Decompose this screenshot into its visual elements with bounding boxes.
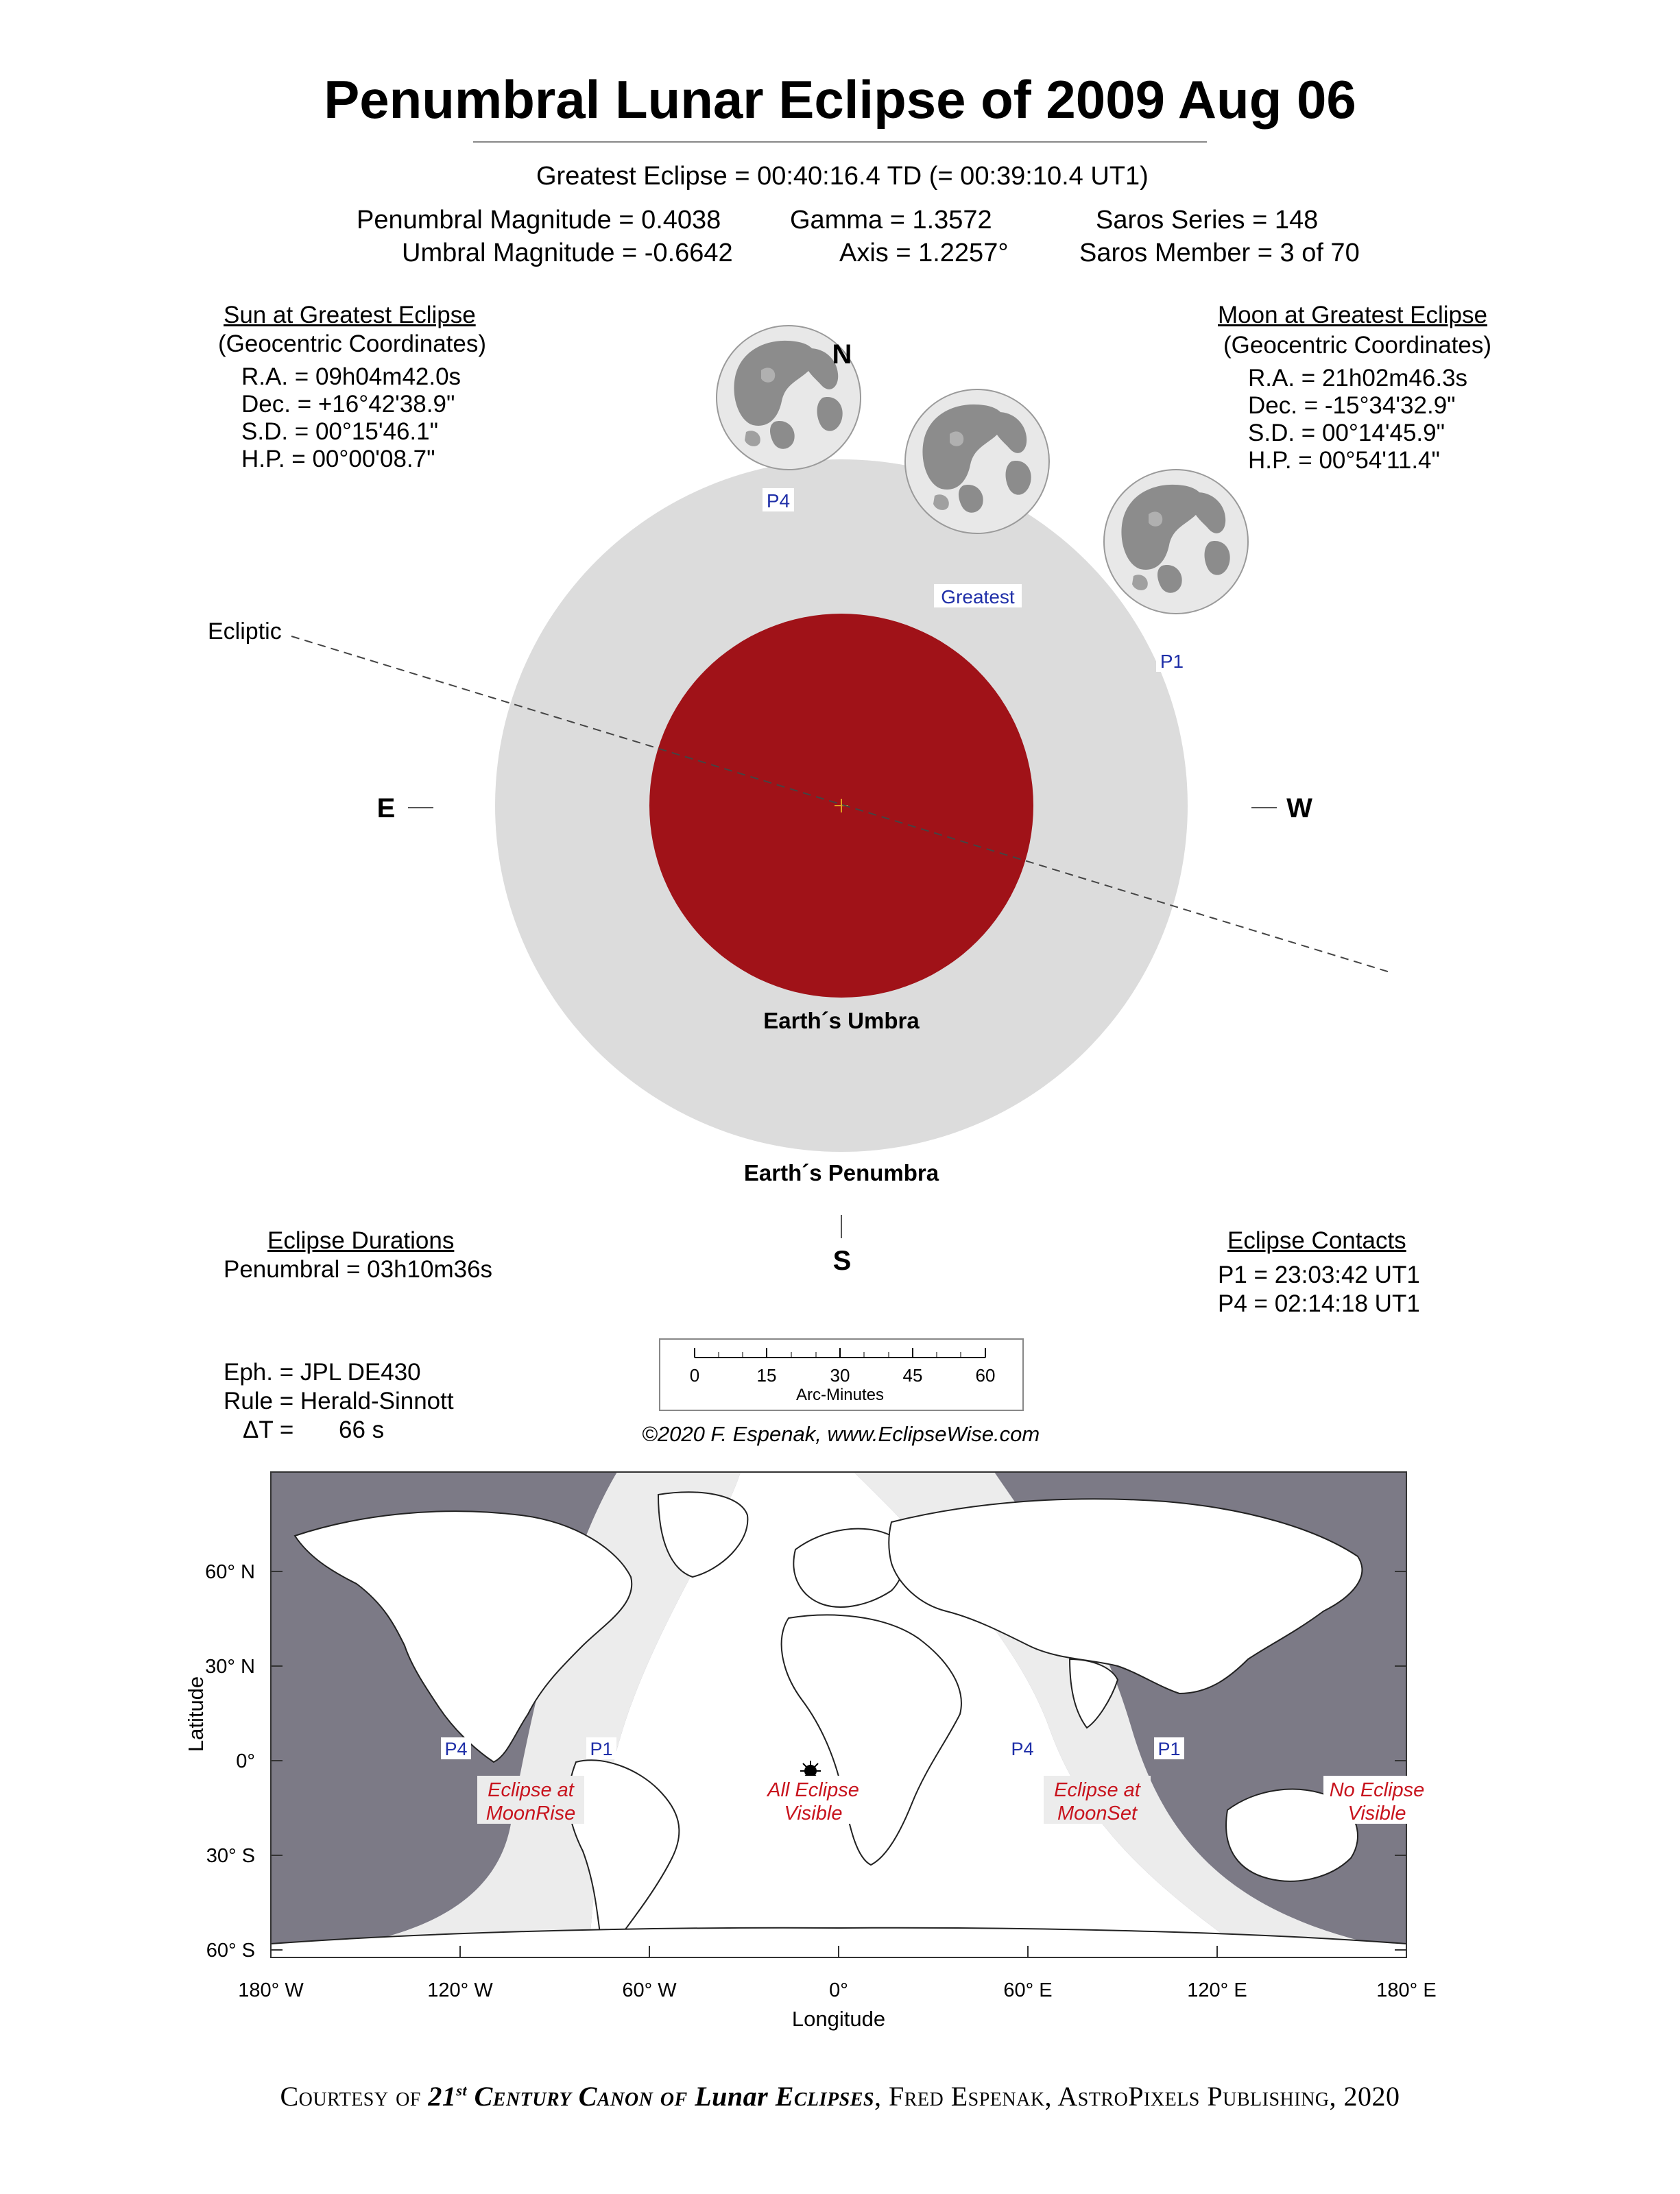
scale-label: Arc-Minutes: [795, 1386, 885, 1404]
latitude-labels: [205, 1561, 255, 1962]
sun-heading: Sun at Greatest Eclipse: [224, 302, 476, 328]
penumbral-magnitude: Penumbral Magnitude = 0.4038: [357, 206, 721, 234]
credit-lunar: Lunar: [695, 2081, 769, 2112]
moon-sd: S.D. = 00°14'45.9": [1248, 420, 1445, 446]
credit-eclipses: Eclipses: [775, 2081, 874, 2112]
lon-120e: 120° E: [1187, 1979, 1247, 2001]
scale-tick-15: 15: [756, 1365, 777, 1386]
ecliptic-label: Ecliptic: [208, 618, 282, 644]
zone-all-line2: Visible: [784, 1803, 843, 1824]
sun-ra: R.A. = 09h04m42.0s: [241, 363, 461, 390]
scale-tick-45: 45: [902, 1365, 923, 1386]
lon-120w: 120° W: [427, 1979, 493, 2001]
moon-ra: R.A. = 21h02m46.3s: [1248, 365, 1468, 391]
scale-tick-0: 0: [689, 1365, 700, 1386]
longitude-axis-label: Longitude: [791, 2007, 886, 2031]
arcminute-scale: [660, 1339, 1023, 1410]
sun-hp: H.P. = 00°00'08.7": [241, 446, 435, 472]
p1-label: P1: [1160, 651, 1184, 672]
moon-greatest: [905, 389, 1049, 533]
zone-all-line1: All Eclipse: [767, 1779, 859, 1801]
scale-tick-30: 30: [830, 1365, 850, 1386]
contacts-heading: Eclipse Contacts: [1227, 1227, 1406, 1254]
zone-moonset-line1: Eclipse at: [1054, 1779, 1140, 1801]
visibility-map: [0, 1440, 1680, 2057]
greatest-label-box: [934, 584, 1022, 607]
credit-num: 21: [428, 2081, 457, 2112]
scale-tick-60: 60: [975, 1365, 996, 1386]
zone-moonset-line2: MoonSet: [1057, 1803, 1138, 1824]
lat-30n: 30° N: [205, 1656, 255, 1678]
lon-180w: 180° W: [238, 1979, 304, 2001]
map-p4-west: P4: [444, 1739, 468, 1759]
moon-hp: H.P. = 00°54'11.4": [1248, 447, 1440, 474]
sun-coords-note: (Geocentric Coordinates): [218, 330, 486, 357]
lon-0: 0°: [829, 1979, 848, 2001]
axis-value: Axis = 1.2257°: [839, 239, 1009, 267]
contact-p4: P4 = 02:14:18 UT1: [1218, 1290, 1420, 1317]
delta-t-value: 66 s: [339, 1417, 385, 1443]
sun-sd: S.D. = 00°15'46.1": [241, 418, 439, 445]
credit-century: Century Canon of: [474, 2081, 688, 2112]
contact-p1: P1 = 23:03:42 UT1: [1218, 1262, 1420, 1288]
p4-label: P4: [766, 490, 791, 511]
lat-60s: 60° S: [206, 1940, 255, 1962]
moon-p1: [1104, 470, 1248, 614]
p4-label-box: [763, 488, 794, 511]
east-label: E: [376, 793, 396, 823]
credit-st: st: [456, 2082, 468, 2099]
umbral-magnitude: Umbral Magnitude = -0.6642: [402, 239, 733, 267]
greatest-label: Greatest: [941, 586, 1015, 607]
greatest-eclipse-time: Greatest Eclipse = 00:40:16.4 TD (= 00:39:10.4 UT1): [536, 162, 1149, 191]
umbra-label: Earth´s Umbra: [763, 1008, 920, 1033]
lat-0: 0°: [236, 1750, 255, 1772]
delta-t-label: ΔT =: [243, 1417, 294, 1443]
west-label: W: [1286, 793, 1312, 823]
saros-series: Saros Series = 148: [1096, 206, 1319, 234]
map-p1-east: P1: [1157, 1739, 1181, 1759]
sun-dec: Dec. = +16°42'38.9": [241, 391, 455, 418]
durations-heading: Eclipse Durations: [267, 1227, 455, 1254]
lat-30s: 30° S: [206, 1845, 255, 1867]
gamma-value: Gamma = 1.3572: [790, 206, 992, 234]
zone-moonrise-line2: MoonRise: [485, 1803, 576, 1824]
saros-member: Saros Member = 3 of 70: [1079, 239, 1360, 267]
moon-coords-note: (Geocentric Coordinates): [1223, 332, 1491, 359]
moon-dec: Dec. = -15°34'32.9": [1248, 392, 1456, 419]
credit-line: [0, 2080, 1680, 2112]
south-label: S: [832, 1246, 852, 1276]
map-p4-east: P4: [1011, 1739, 1034, 1759]
map-p1-west: P1: [590, 1739, 613, 1759]
rule: Rule = Herald-Sinnott: [224, 1388, 454, 1414]
moon-heading: Moon at Greatest Eclipse: [1218, 302, 1487, 328]
credit-rest: , Fred Espenak, AstroPixels Publishing, 2020: [874, 2081, 1400, 2112]
lon-60w: 60° W: [622, 1979, 677, 2001]
page-title: Penumbral Lunar Eclipse of 2009 Aug 06: [324, 69, 1356, 130]
longitude-labels: [238, 1979, 1436, 2001]
copyright: ©2020 F. Espenak, www.EclipseWise.com: [642, 1422, 1040, 1446]
lat-60n: 60° N: [205, 1561, 255, 1583]
p1-label-box: [1156, 649, 1188, 672]
zone-none-line1: No Eclipse: [1329, 1779, 1425, 1801]
penumbral-duration: Penumbral = 03h10m36s: [224, 1256, 493, 1283]
north-label: N: [832, 339, 852, 370]
latitude-axis-label: Latitude: [184, 1676, 208, 1752]
zone-moonrise-line1: Eclipse at: [488, 1779, 574, 1801]
penumbra-label: Earth´s Penumbra: [743, 1160, 939, 1185]
ephemeris: Eph. = JPL DE430: [224, 1359, 421, 1386]
lon-180e: 180° E: [1376, 1979, 1437, 2001]
zone-none-line2: Visible: [1347, 1803, 1406, 1824]
lon-60e: 60° E: [1003, 1979, 1053, 2001]
credit-courtesy: Courtesy of: [280, 2081, 421, 2112]
